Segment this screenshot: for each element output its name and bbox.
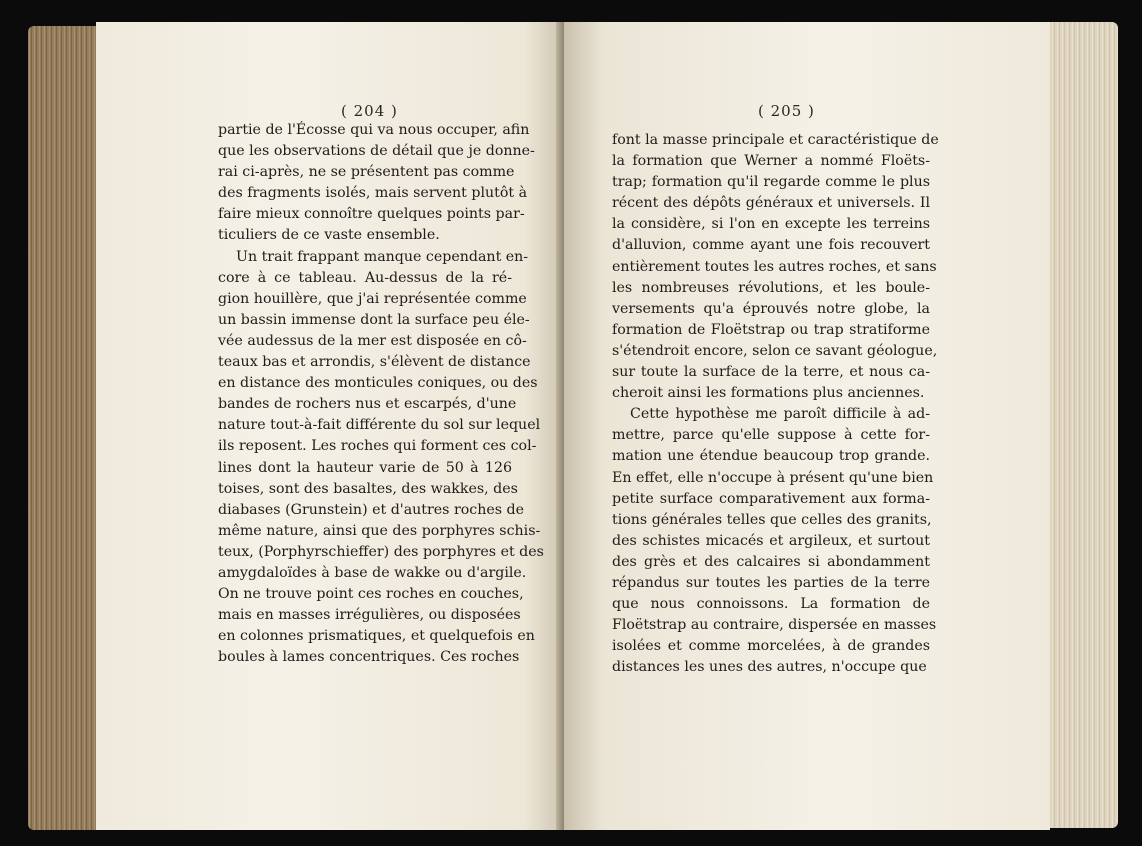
text-line: mettre, parce qu'elle suppose à cette for-	[612, 427, 930, 444]
text-line: que les observations de détail que je donne-	[218, 143, 535, 160]
text-line: On ne trouve point ces roches en couches,	[218, 586, 524, 603]
right-page	[564, 22, 1050, 830]
text-line: versements qu'a éprouvés notre globe, la	[612, 300, 930, 317]
text-line: des schistes micacés et argileux, et surtout	[612, 532, 930, 549]
text-line: amygdaloïdes à base de wakke ou d'argile.	[218, 564, 527, 581]
text-line: des grès et des calcaires si abondamment	[612, 553, 930, 570]
text-line: distances les unes des autres, n'occupe que	[612, 659, 927, 676]
text-line: teux, (Porphyrschieffer) des porphyres et des	[218, 543, 544, 560]
text-line: mation une étendue beaucoup trop grande.	[612, 448, 930, 465]
text-line: core à ce tableau. Au-dessus de la ré-	[218, 269, 512, 286]
text-line: en colonnes prismatiques, et quelquefois en	[218, 628, 535, 645]
text-line: les nombreuses révolutions, et les boule-	[612, 279, 930, 296]
text-line: vée audessus de la mer est disposée en cô-	[218, 332, 527, 349]
text-line: toises, sont des basaltes, des wakkes, des	[218, 480, 518, 497]
text-line: la formation que Werner a nommé Floëts-	[612, 153, 930, 170]
text-line: En effet, elle n'occupe à présent qu'une bien	[612, 469, 934, 486]
text-line: lines dont la hauteur varie de 50 à 126	[218, 459, 512, 476]
text-line: en distance des monticules coniques, ou des	[218, 375, 538, 392]
left-page-text	[218, 120, 544, 668]
text-line: Un trait frappant manque cependant en-	[236, 248, 529, 265]
text-line: bandes de rochers nus et escarpés, d'une	[218, 396, 517, 413]
text-line: petite surface comparativement aux forma-	[612, 490, 930, 507]
text-line: cheroit ainsi les formations plus anciennes.	[612, 385, 925, 402]
text-line: mais en masses irrégulières, ou disposées	[218, 607, 521, 624]
text-line: d'alluvion, comme ayant une fois recouvert	[612, 237, 930, 254]
text-line: entièrement toutes les autres roches, et sans	[612, 258, 937, 275]
text-line: même nature, ainsi que des porphyres schis-	[218, 522, 541, 539]
text-line: rai ci-après, ne se présentent pas comme	[218, 164, 515, 181]
right-page-number: ( 205 )	[758, 102, 815, 120]
text-line: partie de l'Écosse qui va nous occuper, afin	[218, 122, 530, 138]
text-line: nature tout-à-fait différente du sol sur lequel	[218, 417, 541, 434]
left-page-edges	[28, 26, 100, 830]
text-line: ticuliers de ce vaste ensemble.	[218, 227, 440, 244]
text-line: isolées et comme morcelées, à de grandes	[612, 638, 930, 655]
text-line: répandus sur toutes les parties de la terre	[612, 574, 930, 591]
text-line: des fragments isolés, mais servent plutôt à	[218, 185, 528, 202]
right-page-edges	[1046, 22, 1118, 828]
text-line: font la masse principale et caractéristique de	[612, 132, 939, 148]
text-line: faire mieux connoître quelques points par-	[218, 206, 525, 223]
text-line: Floëtstrap au contraire, dispersée en masses	[612, 617, 937, 634]
text-line: boules à lames concentriques. Ces roches	[218, 649, 520, 666]
left-page-number: ( 204 )	[341, 102, 398, 120]
text-line: formation de Floëtstrap ou trap stratiforme	[612, 321, 930, 338]
text-line: diabases (Grunstein) et d'autres roches de	[218, 501, 525, 518]
text-line: tions générales telles que celles des granits,	[612, 511, 932, 528]
text-line: s'étendroit encore, selon ce savant géologue,	[612, 342, 938, 359]
text-line: récent des dépôts généraux et universels. Il	[612, 195, 930, 212]
text-line: la considère, si l'on en excepte les terreins	[612, 216, 930, 233]
text-line: Cette hypothèse me paroît difficile à ad-	[630, 406, 930, 423]
text-line: un bassin immense dont la surface peu éle-	[218, 311, 530, 328]
text-line: teaux bas et arrondis, s'élèvent de distance	[218, 354, 531, 371]
text-line: sur toute la surface de la terre, et nous ca-	[612, 364, 930, 381]
text-line: gion houillère, que j'ai représentée comme	[218, 290, 527, 307]
text-line: ils reposent. Les roches qui forment ces col-	[218, 438, 537, 455]
text-line: trap; formation qu'il regarde comme le plus	[612, 174, 930, 191]
text-line: que nous connoissons. La formation de	[612, 596, 930, 613]
right-page-text	[612, 130, 939, 678]
left-page	[96, 22, 562, 830]
